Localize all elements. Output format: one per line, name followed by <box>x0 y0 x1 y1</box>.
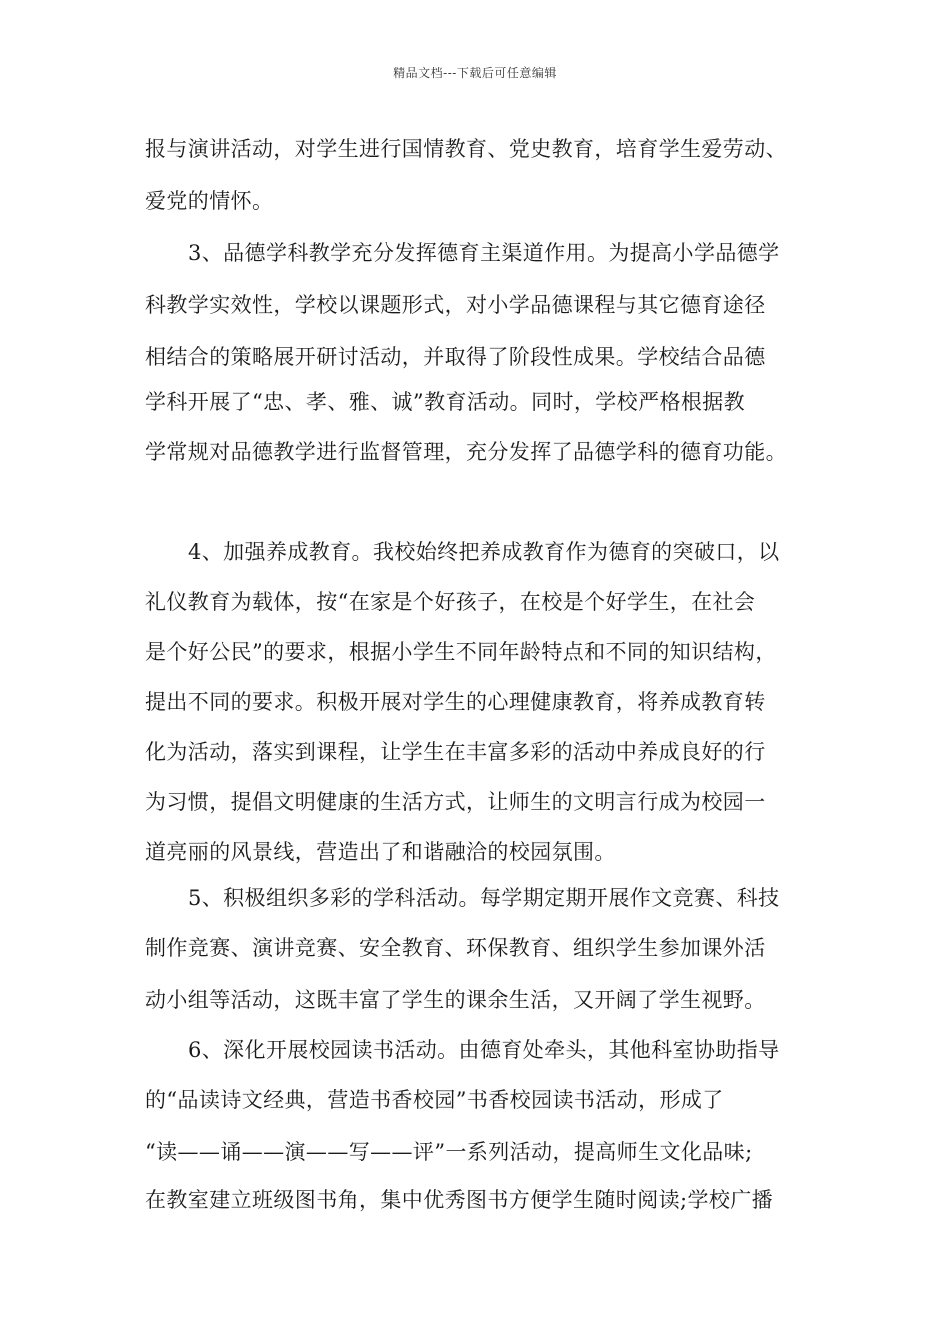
paragraph-4-start: 4、加强养成教育。我校始终把养成教育作为德育的突破口，以 <box>188 540 780 564</box>
text-line: 在教室建立班级图书角，集中优秀图书方便学生随时阅读;学校广播 <box>145 1188 774 1212</box>
paragraph-3-start: 3、品德学科教学充分发挥德育主渠道作用。为提高小学品德学 <box>188 241 780 265</box>
text-line: 的“品读诗文经典，营造书香校园”书香校园读书活动，形成了 <box>145 1088 724 1112</box>
text-line: 爱党的情怀。 <box>145 189 274 213</box>
text-line: 礼仪教育为载体，按“在家是个好孩子，在校是个好学生，在社会 <box>145 590 756 614</box>
text-line: 学常规对品德教学进行监督管理，充分发挥了品德学科的德育功能。 <box>145 440 787 464</box>
text-line: 科教学实效性，学校以课题形式，对小学品德课程与其它德育途径 <box>145 293 766 317</box>
text-line: 制作竞赛、演讲竞赛、安全教育、环保教育、组织学生参加课外活 <box>145 936 766 960</box>
text-line: 是个好公民”的要求，根据小学生不同年龄特点和不同的知识结构， <box>145 640 777 664</box>
paragraph-6-start: 6、深化开展校园读书活动。由德育处牵头，其他科室协助指导 <box>188 1038 780 1062</box>
text-line: 道亮丽的风景线，营造出了和谐融洽的校园氛围。 <box>145 840 616 864</box>
text-line: “读——诵——演——写——评”一系列活动，提高师生文化品味; <box>145 1140 753 1164</box>
text-line: 提出不同的要求。积极开展对学生的心理健康教育，将养成教育转 <box>145 690 766 714</box>
text-line: 报与演讲活动，对学生进行国情教育、党史教育，培育学生爱劳动、 <box>145 137 787 161</box>
text-line: 化为活动，落实到课程，让学生在丰富多彩的活动中养成良好的行 <box>145 740 766 764</box>
text-line: 学科开展了“忠、孝、雅、诚”教育活动。同时，学校严格根据教 <box>145 390 746 414</box>
page-header: 精品文档---下载后可任意编辑 <box>393 66 557 80</box>
paragraph-5-start: 5、积极组织多彩的学科活动。每学期定期开展作文竞赛、科技 <box>188 886 780 910</box>
text-line: 相结合的策略展开研讨活动，并取得了阶段性成果。学校结合品德 <box>145 345 766 369</box>
text-line: 动小组等活动，这既丰富了学生的课余生活，又开阔了学生视野。 <box>145 988 766 1012</box>
text-line: 为习惯，提倡文明健康的生活方式，让师生的文明言行成为校园一 <box>145 790 766 814</box>
